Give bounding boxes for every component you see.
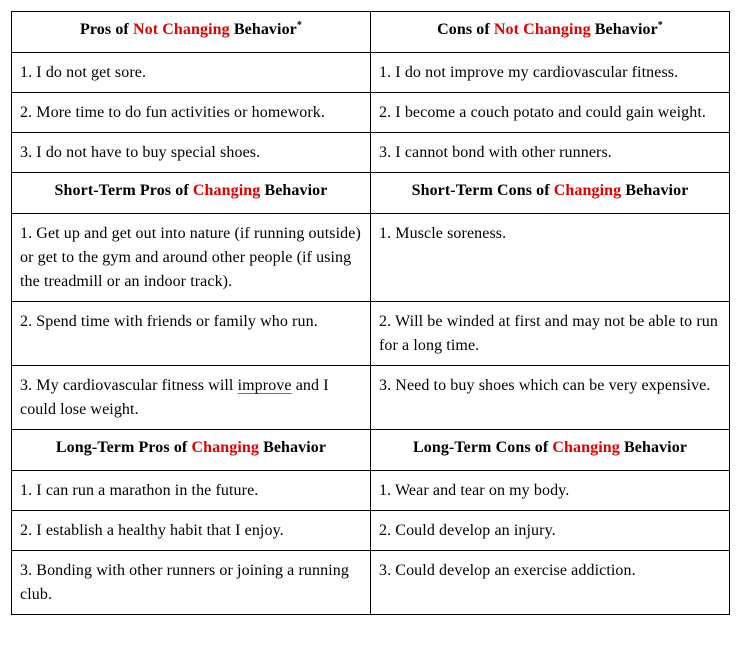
pros-cell: 1. Get up and get out into nature (if running outside) or get to the gym and around other people (if using the treadmill or an indoor track). (12, 214, 371, 302)
pros-cell: 2. I establish a healthy habit that I enjoy. (12, 511, 371, 551)
header-cell-short-term-pros: Short-Term Pros of Changing Behavior (12, 173, 371, 214)
cons-cell: 3. I cannot bond with other runners. (371, 133, 730, 173)
spellcheck-underlined-word: improve (237, 377, 292, 394)
table-row (12, 133, 730, 173)
cons-cell: 2. I become a couch potato and could gain weight. (371, 93, 730, 133)
table-row (12, 302, 730, 366)
table-row (12, 93, 730, 133)
cons-cell: 3. Need to buy shoes which can be very expensive. (371, 366, 730, 430)
table-row (12, 551, 730, 615)
pros-cell: 1. I can run a marathon in the future. (12, 471, 371, 511)
table-row (12, 471, 730, 511)
cons-cell: 1. Muscle soreness. (371, 214, 730, 302)
pros-cell: 3. I do not have to buy special shoes. (12, 133, 371, 173)
header-cell-long-term-pros: Long-Term Pros of Changing Behavior (12, 430, 371, 471)
pros-cell: 1. I do not get sore. (12, 53, 371, 93)
pros-cell: 2. Spend time with friends or family who run. (12, 302, 371, 366)
table-row (12, 53, 730, 93)
header-cell-long-term-cons: Long-Term Cons of Changing Behavior (371, 430, 730, 471)
pros-cell: 3. My cardiovascular fitness will improve and I could lose weight. (12, 366, 371, 430)
pros-cell: 3. Bonding with other runners or joining a running club. (12, 551, 371, 615)
header-cell-pros: Pros of Not Changing Behavior* (12, 12, 371, 53)
section-header-row (12, 12, 730, 53)
table-row (12, 511, 730, 551)
cons-cell: 2. Could develop an injury. (371, 511, 730, 551)
pros-cons-table-container (11, 11, 730, 615)
cons-cell: 2. Will be winded at first and may not be able to run for a long time. (371, 302, 730, 366)
table-row (12, 214, 730, 302)
pros-cons-table (11, 11, 730, 615)
cons-cell: 3. Could develop an exercise addiction. (371, 551, 730, 615)
cons-cell: 1. Wear and tear on my body. (371, 471, 730, 511)
pros-cell: 2. More time to do fun activities or homework. (12, 93, 371, 133)
cons-cell: 1. I do not improve my cardiovascular fitness. (371, 53, 730, 93)
header-cell-short-term-cons: Short-Term Cons of Changing Behavior (371, 173, 730, 214)
header-cell-cons: Cons of Not Changing Behavior* (371, 12, 730, 53)
section-header-row (12, 173, 730, 214)
table-row (12, 366, 730, 430)
section-header-row (12, 430, 730, 471)
